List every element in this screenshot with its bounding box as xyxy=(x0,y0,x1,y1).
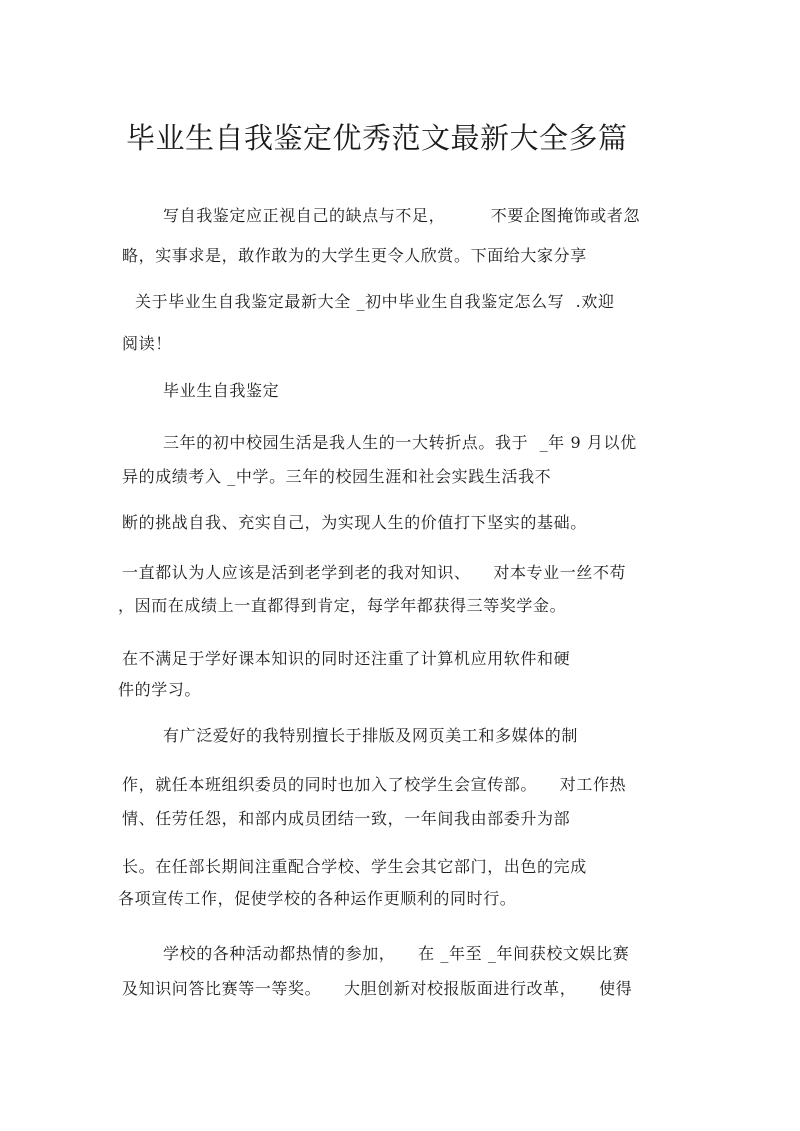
paragraph-line: 学校的各种活动都热情的参加， 在 _年至 _年间获校文娱比赛 xyxy=(163,944,630,963)
section-heading: 毕业生自我鉴定 xyxy=(163,381,280,400)
paragraph-line: 有广泛爱好的我特别擅长于排版及网页美工和多媒体的制 xyxy=(163,726,579,745)
paragraph-line: ，因而在成绩上一直都得到肯定，每学年都获得三等奖学金。 xyxy=(118,596,567,615)
paragraph-line: 各项宣传工作，促使学校的各种运作更顺利的同时行。 xyxy=(118,889,517,908)
document-title: 毕业生自我鉴定优秀范文最新大全多篇 xyxy=(126,121,628,155)
paragraph-line: 情、任劳任怨，和部内成员团结一致，一年间我由部委升为部 xyxy=(122,809,571,828)
paragraph-line: 在不满足于学好课本知识的同时还注重了计算机应用软件和硬 xyxy=(122,649,571,668)
paragraph-line: 作，就任本班组织委员的同时也加入了校学生会宣传部。 对工作热 xyxy=(122,775,627,794)
paragraph-line: 件的学习。 xyxy=(118,680,202,699)
paragraph-line: 长。在任部长期间注重配合学校、学生会其它部门，出色的完成 xyxy=(122,857,587,876)
paragraph-line: 略，实事求是，敢作敢为的大学生更令人欣赏。下面给大家分享 xyxy=(122,246,587,265)
paragraph-line: 阅读！ xyxy=(122,334,172,353)
paragraph-line: 异的成绩考入 _中学。三年的校园生涯和社会实践生活我不 xyxy=(122,467,552,486)
paragraph-line: 一直都认为人应该是活到老学到老的我对知识、 对本专业一丝不苟 xyxy=(122,563,627,582)
paragraph-line: 及知识问答比赛等一等奖。 大胆创新对校报版面进行改革， 使得 xyxy=(122,979,633,998)
paragraph-line: 写自我鉴定应正视自己的缺点与不足， 不要企图掩饰或者忽 xyxy=(163,206,641,225)
paragraph-line: 断的挑战自我、充实自己，为实现人生的价值打下坚实的基础。 xyxy=(122,513,587,532)
paragraph-line: 关于毕业生自我鉴定最新大全 _初中毕业生自我鉴定怎么写 .欢迎 xyxy=(135,292,615,311)
paragraph-line: 三年的初中校园生活是我人生的一大转折点。我于 _年 9 月以优 xyxy=(163,433,637,452)
